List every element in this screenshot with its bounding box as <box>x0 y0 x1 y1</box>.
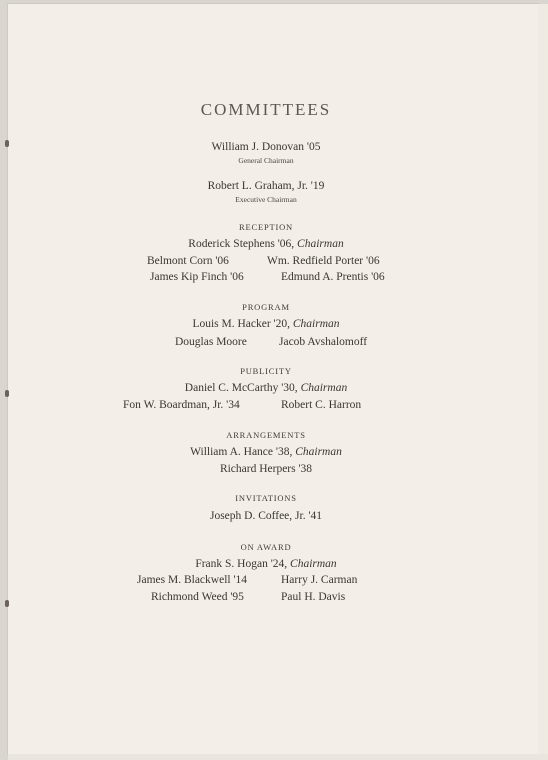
reception-member: Edmund A. Prentis '06 <box>281 271 385 283</box>
arrangements-heading: ARRANGEMENTS <box>226 430 306 440</box>
general-chairman-role: General Chairman <box>238 156 294 165</box>
publicity-chair <box>0 382 532 394</box>
award-member: Richmond Weed '95 <box>151 591 244 603</box>
program-chair-name: Louis M. Hacker '20, <box>192 318 293 330</box>
publicity-chair-role: Chairman <box>300 382 348 394</box>
reception-member: Belmont Corn '06 <box>147 255 229 267</box>
reception-member: Wm. Redfield Porter '06 <box>267 255 380 267</box>
arrangements-member: Richard Herpers '38 <box>219 463 313 475</box>
reception-chair-name: Roderick Stephens '06, <box>188 238 298 250</box>
reception-chair <box>0 238 532 250</box>
general-chairman-name: William J. Donovan '05 <box>211 141 321 153</box>
award-member: Harry J. Carman <box>281 574 358 586</box>
arrangements-chair-role: Chairman <box>295 446 342 458</box>
reception-member: James Kip Finch '06 <box>150 271 244 283</box>
publicity-member: Fon W. Boardman, Jr. '34 <box>123 399 240 411</box>
arrangements-chair-name: William A. Hance '38, <box>190 446 296 458</box>
program-chair-role: Chairman <box>292 318 340 330</box>
program-chair <box>0 318 532 330</box>
program-heading: PROGRAM <box>242 302 290 312</box>
program-member: Douglas Moore <box>175 336 247 348</box>
award-member: James M. Blackwell '14 <box>137 574 248 586</box>
award-heading: ON AWARD <box>240 542 292 552</box>
invitations-heading: INVITATIONS <box>235 493 297 503</box>
reception-heading: RECEPTION <box>239 222 293 232</box>
award-chair-role: Chairman <box>290 558 337 570</box>
executive-chairman-name: Robert L. Graham, Jr. '19 <box>207 180 325 192</box>
publicity-heading: PUBLICITY <box>240 366 292 376</box>
publicity-member: Robert C. Harron <box>281 399 362 411</box>
arrangements-chair <box>0 446 532 458</box>
award-member: Paul H. Davis <box>281 591 346 603</box>
publicity-chair-name: Daniel C. McCarthy '30, <box>184 382 301 394</box>
invitations-member: Joseph D. Coffee, Jr. '41 <box>209 510 323 522</box>
reception-chair-role: Chairman <box>297 238 344 250</box>
award-chair-name: Frank S. Hogan '24, <box>195 558 291 570</box>
award-chair <box>0 558 532 570</box>
executive-chairman-role: Executive Chairman <box>235 195 297 204</box>
page-title: COMMITTEES <box>200 100 332 119</box>
program-member: Jacob Avshalomoff <box>279 336 368 348</box>
